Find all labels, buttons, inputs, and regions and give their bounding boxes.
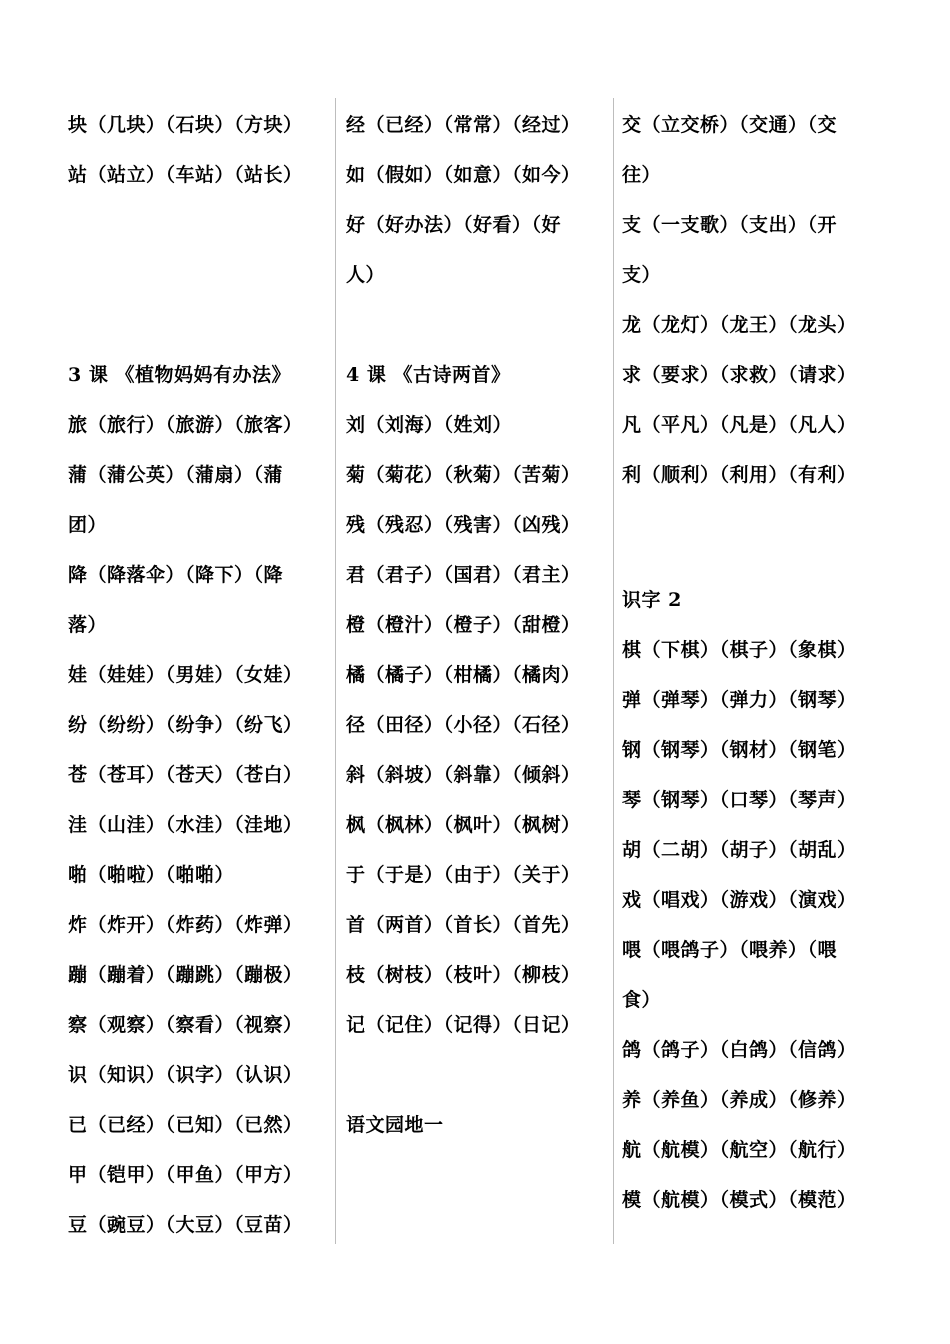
lesson-4-title: 4 课 《古诗两首》 bbox=[346, 364, 511, 386]
word-line: 经（已经）（常常）（经过） bbox=[346, 114, 581, 136]
column-divider-1 bbox=[335, 98, 336, 1244]
word-line: 记（记住）（记得）（日记） bbox=[346, 1014, 581, 1036]
word-line: 蹦（蹦着）（蹦跳）（蹦极） bbox=[68, 964, 303, 986]
word-line: 已（已经）（已知）（已然） bbox=[68, 1114, 303, 1136]
word-line: 如（假如）（如意）（如今） bbox=[346, 164, 581, 186]
word-line: 站（站立）（车站）（站长） bbox=[68, 164, 303, 186]
word-line: 食） bbox=[622, 989, 662, 1011]
word-line: 养（养鱼）（养成）（修养） bbox=[622, 1089, 857, 1111]
word-line: 团） bbox=[68, 514, 108, 536]
word-line: 菊（菊花）（秋菊）（苦菊） bbox=[346, 464, 581, 486]
word-line: 橘（橘子）（柑橘）（橘肉） bbox=[346, 664, 581, 686]
word-line: 旅（旅行）（旅游）（旅客） bbox=[68, 414, 303, 436]
word-line: 交（立交桥）（交通）（交 bbox=[622, 114, 838, 136]
word-line: 求（要求）（求救）（请求） bbox=[622, 364, 857, 386]
word-line: 弹（弹琴）（弹力）（钢琴） bbox=[622, 689, 857, 711]
word-line: 橙（橙汁）（橙子）（甜橙） bbox=[346, 614, 581, 636]
word-line: 苍（苍耳）（苍天）（苍白） bbox=[68, 764, 303, 786]
word-line: 洼（山洼）（水洼）（洼地） bbox=[68, 814, 303, 836]
word-line: 喂（喂鸽子）（喂养）（喂 bbox=[622, 939, 838, 961]
word-line: 琴（钢琴）（口琴）（琴声） bbox=[622, 789, 857, 811]
word-line: 甲（铠甲）（甲鱼）（甲方） bbox=[68, 1164, 303, 1186]
word-line: 识（知识）（识字）（认识） bbox=[68, 1064, 303, 1086]
column-3 bbox=[622, 100, 874, 1225]
column-2 bbox=[346, 100, 598, 1150]
column-divider-2 bbox=[613, 98, 614, 1244]
word-line: 利（顺利）（利用）（有利） bbox=[622, 464, 857, 486]
word-line: 察（观察）（察看）（视察） bbox=[68, 1014, 303, 1036]
word-line: 落） bbox=[68, 614, 108, 636]
word-line: 凡（平凡）（凡是）（凡人） bbox=[622, 414, 857, 436]
word-line: 好（好办法）（好看）（好 bbox=[346, 214, 562, 236]
word-line: 航（航模）（航空）（航行） bbox=[622, 1139, 857, 1161]
word-line: 于（于是）（由于）（关于） bbox=[346, 864, 581, 886]
word-line: 戏（唱戏）（游戏）（演戏） bbox=[622, 889, 857, 911]
word-line: 棋（下棋）（棋子）（象棋） bbox=[622, 639, 857, 661]
word-line: 残（残忍）（残害）（凶残） bbox=[346, 514, 581, 536]
word-line: 模（航模）（模式）（模范） bbox=[622, 1189, 857, 1211]
word-line: 鸽（鸽子）（白鸽）（信鸽） bbox=[622, 1039, 857, 1061]
word-line: 龙（龙灯）（龙王）（龙头） bbox=[622, 314, 857, 336]
word-line: 豆（豌豆）（大豆）（豆苗） bbox=[68, 1214, 303, 1236]
word-line: 枝（树枝）（枝叶）（柳枝） bbox=[346, 964, 581, 986]
word-line: 钢（钢琴）（钢材）（钢笔） bbox=[622, 739, 857, 761]
lesson-3-title: 3 课 《植物妈妈有办法》 bbox=[68, 364, 291, 386]
section-title-yuwen-yuandi: 语文园地一 bbox=[346, 1114, 444, 1136]
word-line: 降（降落伞）（降下）（降 bbox=[68, 564, 284, 586]
word-line: 啪（啪啦）（啪啪） bbox=[68, 864, 235, 886]
word-line: 支） bbox=[622, 264, 662, 286]
word-line: 人） bbox=[346, 264, 386, 286]
word-line: 刘（刘海）（姓刘） bbox=[346, 414, 513, 436]
section-title-shizi-2: 识字 2 bbox=[622, 589, 682, 611]
word-line: 支（一支歌）（支出）（开 bbox=[622, 214, 838, 236]
word-line: 纷（纷纷）（纷争）（纷飞） bbox=[68, 714, 303, 736]
word-line: 君（君子）（国君）（君主） bbox=[346, 564, 581, 586]
word-line: 块（几块）（石块）（方块） bbox=[68, 114, 303, 136]
word-line: 首（两首）（首长）（首先） bbox=[346, 914, 581, 936]
word-line: 胡（二胡）（胡子）（胡乱） bbox=[622, 839, 857, 861]
word-line: 炸（炸开）（炸药）（炸弹） bbox=[68, 914, 303, 936]
word-line: 枫（枫林）（枫叶）（枫树） bbox=[346, 814, 581, 836]
word-line: 娃（娃娃）（男娃）（女娃） bbox=[68, 664, 303, 686]
word-line: 斜（斜坡）（斜靠）（倾斜） bbox=[346, 764, 581, 786]
word-line: 径（田径）（小径）（石径） bbox=[346, 714, 581, 736]
word-line: 蒲（蒲公英）（蒲扇）（蒲 bbox=[68, 464, 284, 486]
column-1 bbox=[68, 100, 320, 1250]
word-line: 往） bbox=[622, 164, 662, 186]
